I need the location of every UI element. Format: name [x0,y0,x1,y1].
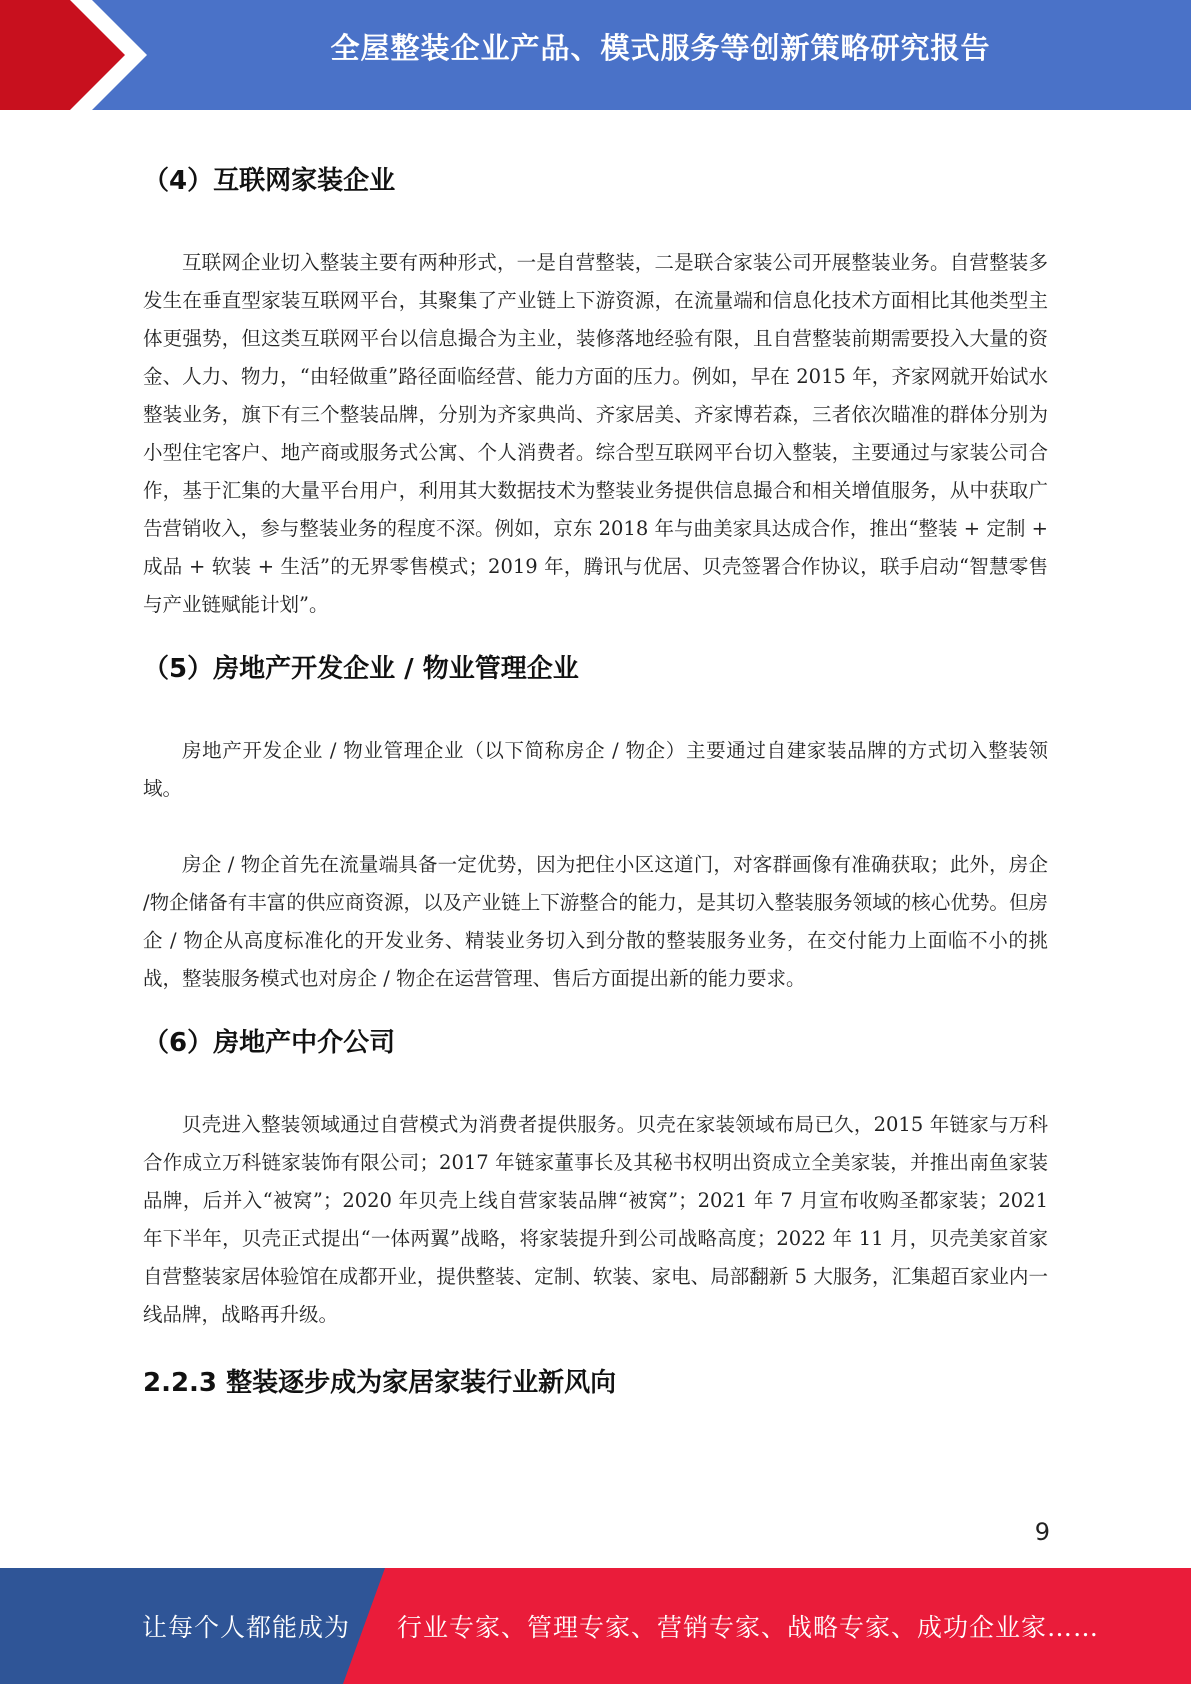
footer-slogan-right: 行业专家、管理专家、营销专家、战略专家、成功企业家…… [397,1613,1100,1642]
section-heading-6: （6）房地产中介公司 [143,1028,396,1058]
section-heading-5: （5）房地产开发企业 / 物业管理企业 [143,654,579,684]
page-footer [0,1568,1191,1684]
paragraph: 房企 / 物企首先在流量端具备一定优势，因为把住小区这道门，对客群画像有准确获取；此外，房企 /物企储备有丰富的供应商资源，以及产业链上下游整合的能力，是其切入整装服务领域的核心优势。但房企 / 物企从高度标准化的开发业务、精装业务切入到分散的整装服务业务，在交付能力上面临不小的挑战，整装服务模式也对房企 / 物企在运营管理、售后方面提出新的能力要求。 [143,853,1048,990]
paragraph: 房地产开发企业 / 物业管理企业（以下简称房企 / 物企）主要通过自建家装品牌的方式切入整装领域。 [143,739,1048,800]
header-arrow-icon [0,0,160,110]
page-header [0,0,1191,110]
paragraph: 贝壳进入整装领域通过自营模式为消费者提供服务。贝壳在家装领域布局已久，2015 年链家与万科合作成立万科链家装饰有限公司；2017 年链家董事长及其秘书权明出资成立全美家装，并推出南鱼家装品牌，后并入“被窝”；2020 年贝壳上线自营家装品牌“被窝”；2021 年 7 月宣布收购圣都家装；2021 年下半年，贝壳正式提出“一体两翼”战略，将家装提升到公司战略高度；2022 年 11 月，贝壳美家首家自营整装家居体验馆在成都开业，提供整装、定制、软装、家电、局部翻新 5 大服务，汇集超百家业内一线品牌，战略再升级。 [143,1113,1048,1326]
paragraph: 互联网企业切入整装主要有两种形式，一是自营整装，二是联合家装公司开展整装业务。自营整装多发生在垂直型家装互联网平台，其聚集了产业链上下游资源，在流量端和信息化技术方面相比其他类型主体更强势，但这类互联网平台以信息撮合为主业，装修落地经验有限，且自营整装前期需要投入大量的资金、人力、物力，“由轻做重”路径面临经营、能力方面的压力。例如，早在 2015 年，齐家网就开始试水整装业务，旗下有三个整装品牌，分别为齐家典尚、齐家居美、齐家博若森，三者依次瞄准的群体分别为小型住宅客户、地产商或服务式公寓、个人消费者。综合型互联网平台切入整装，主要通过与家装公司合作，基于汇集的大量平台用户，利用其大数据技术为整装业务提供信息撮合和相关增值服务，从中获取广告营销收入，参与整装业务的程度不深。例如，京东 2018 年与曲美家具达成合作，推出“整装 + 定制 + 成品 + 软装 + 生活”的无界零售模式；2019 年，腾讯与优居、贝壳签署合作协议，联手启动“智慧零售与产业链赋能计划”。 [143,251,1048,616]
report-title: 全屋整装企业产品、模式服务等创新策略研究报告 [330,31,991,65]
footer-slogan-left: 让每个人都能成为 [142,1613,351,1642]
section-heading-4: （4）互联网家装企业 [143,166,396,196]
subsection-heading-2-2-3: 2.2.3 整装逐步成为家居家装行业新风向 [143,1368,617,1398]
page-content [143,160,1048,1399]
page-number: 9 [1034,1518,1050,1546]
